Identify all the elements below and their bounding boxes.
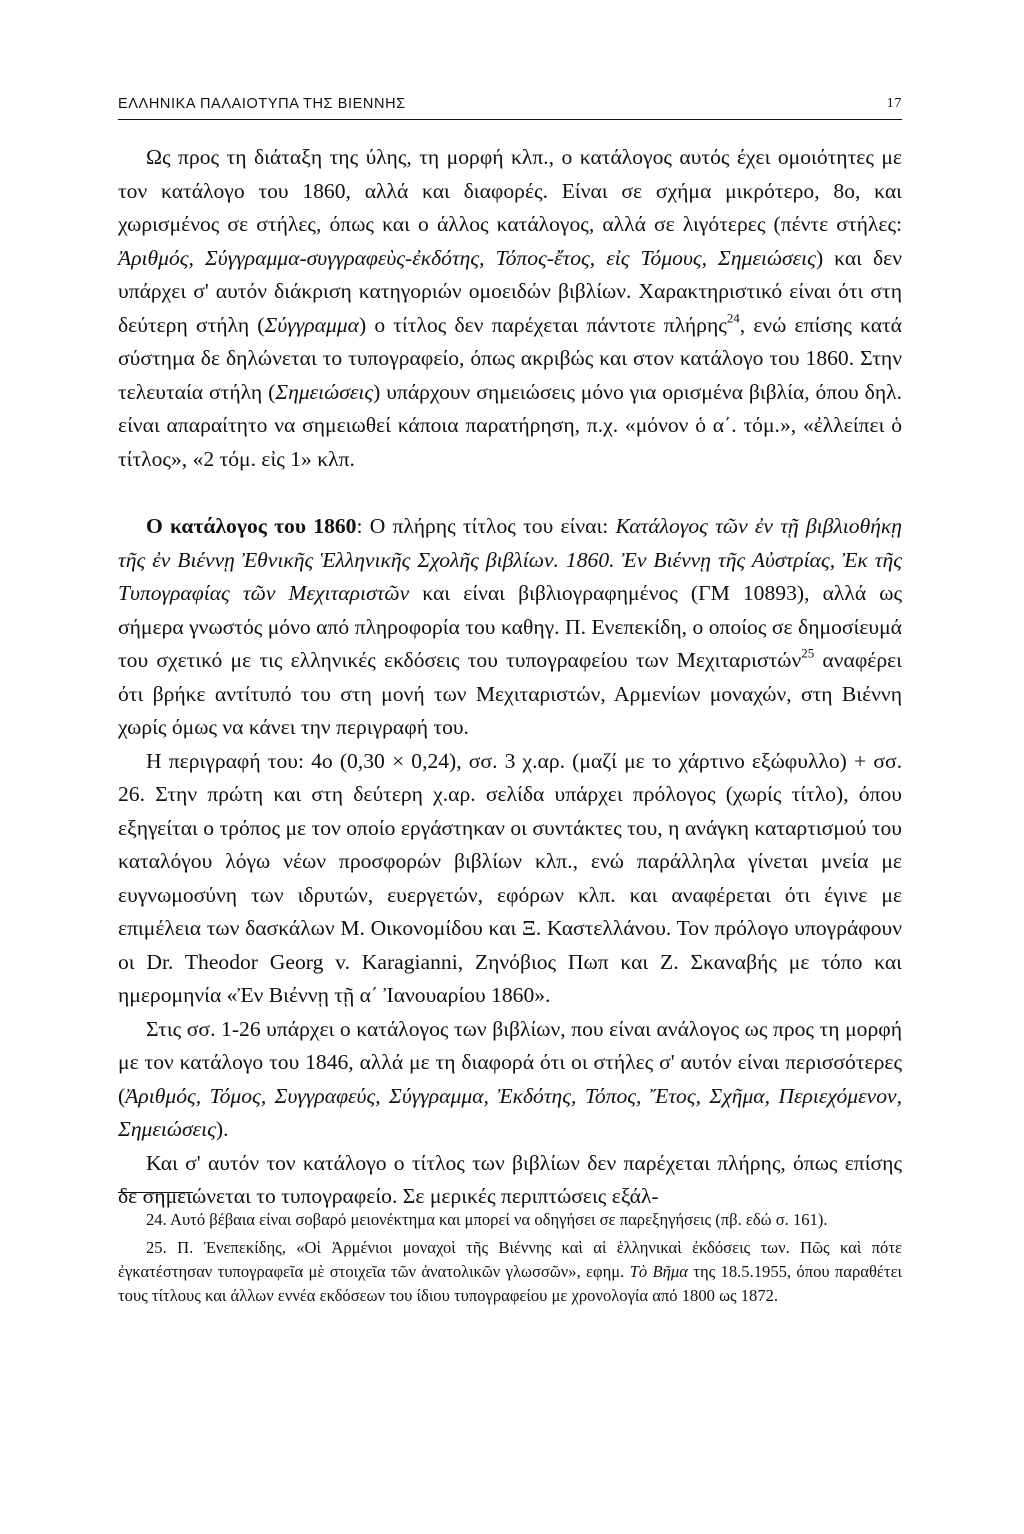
footnote-ref-24: 24 [726,309,740,325]
footnote-25: 25. Π. Ἐνεπεκίδης, «Οἱ Ἀρμένιοι μοναχοὶ τῆς Βιέννης καὶ αἱ ἑλληνικαὶ ἐκδόσεις των. Πῶς καὶ πότε ἐγκατέστησαν τυπογραφεῖα μὲ στοιχεῖα τῶν ἀνατολικῶν γλωσσῶν», εφημ. Τὸ Βῆμα της 18.5.1955, όπου παραθέτει τους τίτλους και άλλων εννέα εκδόσεων του ίδιου τυπογραφείου με χρονολογία από 1800 ως 1872. [118,1238,902,1305]
paragraph-2: Ο κατάλογος του 1860: Ο πλήρης τίτλος του είναι: Κατάλογος τῶν ἐν τῇ βιβλιοθήκῃ τῆς ἐν Βιέννῃ Ἐθνικῆς Ἑλληνικῆς Σχολῆς βιβλίων. 1860. Ἐν Βιέννῃ τῆς Αὐστρίας, Ἐκ τῆς Τυπογραφίας τῶν Μεχιταριστῶν και είναι βιβλιογραφημένος (ΓΜ 10893), αλλά ως σήμερα γνωστός μόνο από πληροφορία του καθηγ. Π. Ενεπεκίδη, ο οποίος σε δημοσίευμά του σχετικό με τις ελληνικές εκδόσεις του τυπογραφείου των Μεχιταριστών$^{25}$ αναφέρει ότι βρήκε αντίτυπό του στη μονή των Μεχιταριστών, Αρμενίων μοναχών, στη Βιέννη χωρίς όμως να κάνει την περιγραφή του. [118,514,902,739]
main-text [118,141,902,1214]
paragraph-1: Ως προς τη διάταξη της ύλης, τη μορφή κλπ., ο κατάλογος αυτός έχει ομοιότητες με τον κατάλογο του 1860, αλλά και διαφορές. Είναι σε σχήμα μικρότερο, 8ο, και χωρισμένος σε στήλες, όπως και ο άλλος κατάλογος, αλλά σε λιγότερες (πέντε στήλες: Ἀριθμός, Σύγγραμμα-συγγραφεὺς-ἐκδότης, Τόπος-ἔτος, εἰς Τόμους, Σημειώσεις) και δεν υπάρχει σ' αυτόν διάκριση κατηγοριών ομοειδών βιβλίων. Χαρακτηριστικό είναι ότι στη δεύτερη στήλη (Σύγγραμμα) ο τίτλος δεν παρέχεται πάντοτε πλήρης$^{24}$, ενώ επίσης κατά σύστημα δε δηλώνεται το τυπογραφείο, όπως ακριβώς και στον κατάλογο του 1860. Στην τελευταία στήλη (Σημειώσεις) υπάρχουν σημειώσεις μόνο για ορισμένα βιβλία, όπου δηλ. είναι απαραίτητο να σημειωθεί κάποια παρατήρηση, π.χ. «μόνον ὁ α΄. τόμ.», «ἐλλείπει ὁ τίτλος», «2 τόμ. εἰς 1» κλπ. [118,145,903,471]
footnote-rule [118,1192,193,1193]
paragraph-4: Στις σσ. 1-26 υπάρχει ο κατάλογος των βιβλίων, που είναι ανάλογος ως προς τη μορφή με τον κατάλογο του 1846, αλλά με τη διαφορά ότι οι στήλες σ' αυτόν είναι περισσότερες (Ἀριθμός, Τόμος, Συγγραφεύς, Σύγγραμμα, Ἐκδότης, Τόπος, Ἔτος, Σχῆμα, Περιεχόμενον, Σημειώσεις). [118,1016,902,1141]
footnote-24: 24. Αυτό βέβαια είναι σοβαρό μειονέκτημα και μπορεί να οδηγήσει σε παρεξηγήσεις (πβ. εδώ σ. 161). [146,1210,828,1229]
section-heading: Ο κατάλογος του 1860 [146,514,357,538]
running-title: ΕΛΛΗΝΙΚΑ ΠΑΛΑΙΟΤΥΠΑ ΤΗΣ ΒΙΕΝΝΗΣ [118,96,406,112]
paragraph-3: Η περιγραφή του: 4ο (0,30 × 0,24), σσ. 3 χ.αρ. (μαζί με το χάρτινο εξώφυλλο) + σσ. 26. Στην πρώτη και στη δεύτερη χ.αρ. σελίδα υπάρχει πρόλογος (χωρίς τίτλο), όπου εξηγείται ο τρόπος με τον οποίο εργάστηκαν οι συντάκτες του, η ανάγκη καταρτισμού του καταλόγου λόγω νέων προσφορών βιβλίων κλπ., ενώ παράλληλα γίνεται μνεία με ευγνωμοσύνη των ιδρυτών, ευεργετών, εφόρων κλπ. και αναφέρεται ότι έγινε με επιμέλεια των δασκάλων Μ. Οικονομίδου και Ξ. Καστελλάνου. Τον πρόλογο υπογράφουν οι Dr. Theodor Georg v. Karagianni, Ζηνόβιος Πωπ και Ζ. Σκαναβής με τόπο και ημερομηνία «Ἐν Βιέννῃ τῇ α΄ Ἰανουαρίου 1860». [118,748,902,1007]
running-header [118,96,902,112]
footnote-ref-25: 25 [801,645,815,661]
footnotes [118,1208,902,1308]
paragraph-5: Και σ' αυτόν τον κατάλογο ο τίτλος των βιβλίων δεν παρέχεται πλήρης, όπως επίσης δε σημειώνεται το τυπογραφείο. Σε μερικές περιπτώσεις εξάλ- [118,1150,902,1208]
header-rule [118,119,902,120]
page-number: 17 [886,96,902,111]
